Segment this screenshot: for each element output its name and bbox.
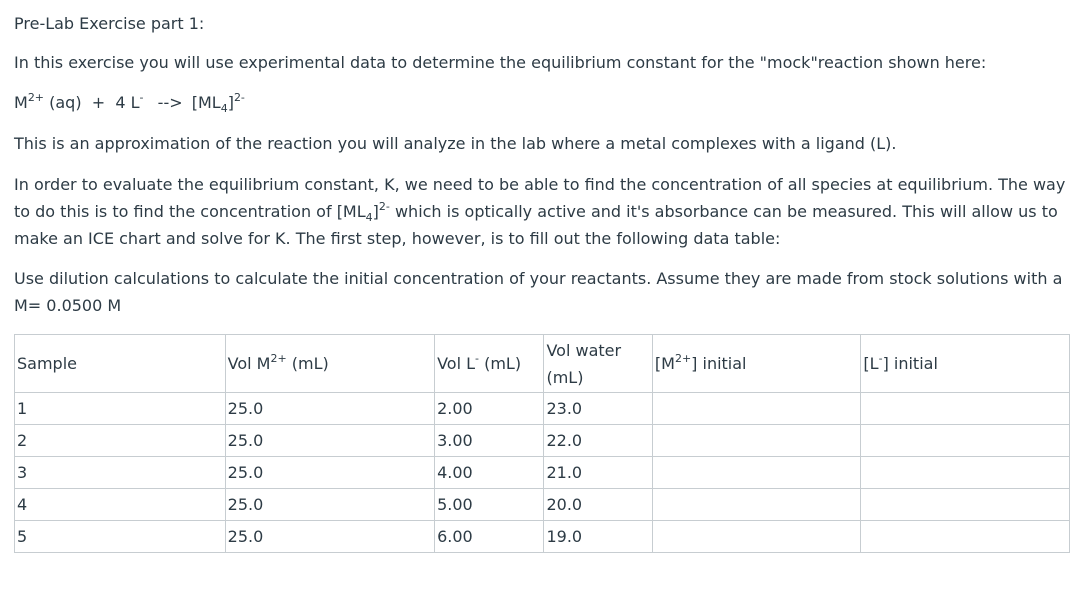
reaction-complex-close: ] xyxy=(227,93,234,112)
reaction-ligand-charge: - xyxy=(139,90,144,104)
cell-sample: 4 xyxy=(15,489,226,521)
table-header-row xyxy=(15,335,1070,393)
reaction-arrow: --> xyxy=(157,93,183,112)
header-m-initial-post: ] initial xyxy=(691,354,747,373)
cell-vol-water: 21.0 xyxy=(544,457,652,489)
exercise-title: Pre-Lab Exercise part 1: xyxy=(14,14,205,33)
cell-vol-water: 20.0 xyxy=(544,489,652,521)
header-l-initial-pre: [L xyxy=(863,354,879,373)
reaction-metal-charge: 2+ xyxy=(27,90,45,104)
header-m-initial-pre: [M xyxy=(654,354,675,373)
cell-l-initial xyxy=(861,425,1070,457)
paragraph2-sup: 2- xyxy=(378,199,390,213)
cell-m-initial xyxy=(652,393,861,425)
cell-vol-l: 5.00 xyxy=(435,489,544,521)
data-table xyxy=(14,334,1070,553)
cell-vol-water: 19.0 xyxy=(544,521,652,553)
header-vol-water xyxy=(544,335,652,393)
cell-vol-water: 23.0 xyxy=(544,393,652,425)
reaction-complex-sub: 4 xyxy=(220,102,228,116)
cell-vol-water: 22.0 xyxy=(544,425,652,457)
header-l-initial xyxy=(861,335,1070,393)
cell-l-initial xyxy=(861,489,1070,521)
cell-vol-m: 25.0 xyxy=(225,457,434,489)
cell-sample: 1 xyxy=(15,393,226,425)
header-l-initial-post: ] initial xyxy=(882,354,938,373)
header-vol-m-pre: Vol M xyxy=(227,354,271,373)
header-vol-water-line1: Vol water xyxy=(546,340,622,360)
reaction-plus: + xyxy=(91,93,106,112)
header-m-initial xyxy=(652,335,861,393)
cell-vol-m: 25.0 xyxy=(225,521,434,553)
cell-m-initial xyxy=(652,489,861,521)
equilibrium-paragraph xyxy=(14,171,1074,252)
header-vol-l-pre: Vol L xyxy=(437,354,476,373)
reaction-ligand: 4 L xyxy=(115,93,140,112)
cell-sample: 5 xyxy=(15,521,226,553)
header-vol-water-line2: (mL) xyxy=(546,367,584,387)
header-vol-l-post: (mL) xyxy=(479,354,522,373)
paragraph2-part3: which is optically active and it's absorbance can be measured. This will allow us to make an ICE chart and solve for K. The first step, however, is to fill out the following data table: xyxy=(14,202,1058,248)
reaction-metal: M xyxy=(14,93,28,112)
cell-sample: 2 xyxy=(15,425,226,457)
header-vol-m-sup: 2+ xyxy=(270,351,287,365)
cell-m-initial xyxy=(652,521,861,553)
cell-vol-l: 3.00 xyxy=(435,425,544,457)
reaction-complex-charge: 2- xyxy=(233,90,245,104)
dilution-paragraph: Use dilution calculations to calculate the initial concentration of your reactants. Assume they are made from stock solutions with a M= 0.0500 M xyxy=(14,269,1063,315)
table-row xyxy=(15,521,1070,553)
cell-vol-m: 25.0 xyxy=(225,425,434,457)
header-vol-l xyxy=(435,335,544,393)
table-row xyxy=(15,489,1070,521)
approximation-text: This is an approximation of the reaction you will analyze in the lab where a metal complexes with a ligand (L). xyxy=(14,134,897,153)
table-row xyxy=(15,457,1070,489)
intro-text: In this exercise you will use experimental data to determine the equilibrium constant for the "mock"reaction shown here: xyxy=(14,53,987,72)
header-m-initial-sup: 2+ xyxy=(674,351,692,365)
header-sample: Sample xyxy=(15,335,226,393)
cell-l-initial xyxy=(861,521,1070,553)
cell-vol-m: 25.0 xyxy=(225,393,434,425)
cell-l-initial xyxy=(861,457,1070,489)
header-vol-m xyxy=(225,335,434,393)
cell-l-initial xyxy=(861,393,1070,425)
table-row xyxy=(15,425,1070,457)
paragraph2-part2: ] xyxy=(372,202,379,221)
reaction-complex-open: [ML xyxy=(191,93,221,112)
cell-sample: 3 xyxy=(15,457,226,489)
cell-vol-l: 2.00 xyxy=(435,393,544,425)
reaction-equation xyxy=(14,89,245,116)
cell-m-initial xyxy=(652,457,861,489)
table-row xyxy=(15,393,1070,425)
paragraph2-part1: In order to evaluate the equilibrium constant, K, we need to be able to find the concentration of all species at equilibrium. The way to do this is to find the concentration of [ML xyxy=(14,175,1066,221)
paragraph2-sub: 4 xyxy=(365,211,373,225)
reaction-metal-state: (aq) xyxy=(49,93,82,112)
header-vol-l-sup: - xyxy=(475,351,479,365)
cell-vol-m: 25.0 xyxy=(225,489,434,521)
header-vol-m-post: (mL) xyxy=(286,354,329,373)
cell-vol-l: 4.00 xyxy=(435,457,544,489)
cell-m-initial xyxy=(652,425,861,457)
cell-vol-l: 6.00 xyxy=(435,521,544,553)
header-l-initial-sup: - xyxy=(878,351,883,365)
